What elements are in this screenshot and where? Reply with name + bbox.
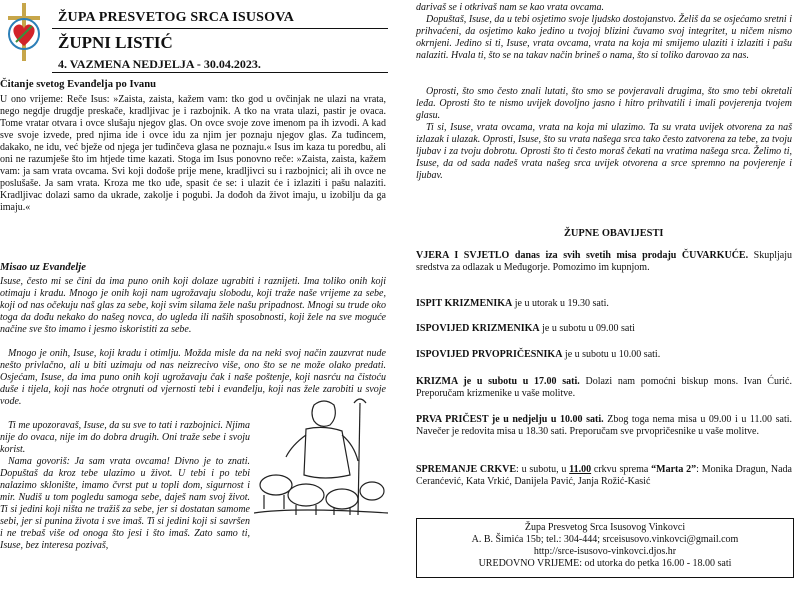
notice-ispovijed-prvopricesnika bbox=[416, 349, 792, 361]
notice-krizma bbox=[416, 376, 792, 401]
footer-website[interactable]: http://srce-isusovo-vinkovci.djos.hr bbox=[533, 546, 677, 557]
reflection-paragraph-4: Nama govoriš: Ja sam vrata ovcama! Divno je to znati. Dopuštaš da kroz tebe ulazimo u život. U tebi i po tebi nalazimo sklonište, imamo čvrst put u topli dom, sigurnost i mir. Nudiš u tom pogledu samoga sebe, daješ nam svoj život. Ti si jedini koji ništa ne tražiš za sebe, jer si dostatan samome sebi, jer si punina života i sve imaš. Ti si jedini koji si savršen i ne trebaš više od onoga što jesi i što imaš. Zato samo ti, Isuse, bez interesa pozivaš, bbox=[0, 456, 250, 551]
bulletin-title: ŽUPNI LISTIĆ bbox=[58, 33, 173, 52]
reflection-paragraph-3: Ti me upozoravaš, Isuse, da su sve to tati i razbojnici. Njima nije do ovaca, nije im do dobra drugih. Oni traže sebe i svoju korist. bbox=[0, 420, 250, 455]
header-divider-bottom bbox=[52, 72, 388, 73]
notice-6-bold: PRVA PRIČEST je u nedjelju u 10.00 sati. bbox=[416, 414, 604, 425]
notice-prva-pricest bbox=[416, 414, 792, 439]
good-shepherd-illustration bbox=[254, 395, 388, 517]
footer-office-hours: UREDOVNO VRIJEME: od utorka do petka 16.00 - 18.00 sati bbox=[478, 558, 732, 569]
notice-6-text: Zbog toga nema misa u 09.00 i u 11.00 sati. Navečer je redovita misa u 18.30 sati. Preporučam sve prvopričesnike u vaše molitve. bbox=[416, 414, 793, 438]
parish-logo-icon bbox=[2, 2, 46, 62]
reflection-title: Misao uz Evanđelje bbox=[0, 262, 86, 273]
notice-5-text: Dolazi nam pomoćni biskup mons. Ivan Ćurić. Preporučam krizmenike u vaše molitve. bbox=[416, 376, 792, 400]
notice-7-group: “Marta 2” bbox=[651, 464, 697, 475]
notice-2-text: je u utorak u 19.30 sati. bbox=[512, 298, 609, 309]
notice-1-text: Skupljaju sredstva za odlazak u Međugorje. Pomozimo im kupnjom. bbox=[416, 250, 792, 274]
footer-address: A. B. Šimića 15b; tel.: 304-444; srceisusovo.vinkovci@gmail.com bbox=[471, 534, 739, 545]
notices-title: ŽUPNE OBAVIJESTI bbox=[564, 228, 664, 239]
notice-3-text: je u subotu u 09.00 sati bbox=[539, 323, 635, 334]
header-divider bbox=[52, 28, 388, 29]
notice-7-text-b: crkvu sprema bbox=[591, 464, 652, 475]
notice-4-text: je u subotu u 10.00 sati. bbox=[562, 349, 661, 360]
notice-ispit-krizmenika bbox=[416, 298, 792, 310]
reflection-paragraph-2: Mnogo je onih, Isuse, koji kradu i otimlju. Možda misle da na neki svoj način zauzvrat nude nešto privlačno, ali u biti uzimaju od nas neizrecivo više, ono što se ne može olako predati. Osjećam, Isuse, da ima puno onih koji ugrožavaju čak i naše poštenje, koji nasrću na čistoću duše i tijela, koji nas hoće otrgnuti od vjernosti tebi i evanđelju, koji nas žele zarobiti u svoje vode. bbox=[0, 348, 386, 407]
notice-1-bold: VJERA I SVJETLO danas iza svih svetih misa prodaju ČUVARKUĆE. bbox=[416, 250, 749, 261]
reflection-paragraph-6: Oprosti, što smo često znali lutati, što smo se povjeravali drugima, što smo tebi okretali leđa. Oprosti što te nismo uvijek dovoljno jasno i hitro prihvatili i imali povjerenja tvojem glasu. bbox=[416, 86, 792, 121]
gospel-title: Čitanje svetog Evanđelja po Ivanu bbox=[0, 79, 156, 90]
reflection-paragraph-1: Isuse, često mi se čini da ima puno onih koji dolaze ugrabiti i raznijeti. Ima toliko onih koji otimaju i kradu. Mnogo je onih koji nam ugrožavaju slobodu, koji traže naše vrijeme za sebe, koji od nas očekuju naš glas za sebe, koji svim silama žele našu pripadnost. Mnogi su trude oko toga da dođu nekako do našeg novca, do ugleda ili naših sposobnosti, koji žele na sve moguće načine sve što imamo i jesmo iskoristiti za sebe. bbox=[0, 276, 386, 335]
notice-2-bold: ISPIT KRIZMENIKA bbox=[416, 298, 513, 309]
reflection-continued: darivaš se i otkrivaš nam se kao vrata ovcama. bbox=[416, 2, 605, 13]
reflection-paragraph-5: Dopuštaš, Isuse, da u tebi osjetimo svoje ljudsko dostojanstvo. Želiš da se osjećamo sretni i prihvaćeni, da osjetimo kako jedino u tvojoj blizini čuvamo svoj integritet, u ničem nismo okrnjeni. Jedino si ti, Isuse, vrata ovcama, vrata na koja mi smijemo ulaziti i izlaziti i pašu nalaziti. Hvala ti, što se na takav način brineš o nama, što si toliko darovao za nas. bbox=[416, 14, 792, 61]
gospel-text: U ono vrijeme: Reče Isus: »Zaista, zaista, kažem vam: tko god u ovčinjak ne ulazi na vrata, nego negdje drugdje preskače, kradljivac je i razbojnik. A tko na vrata ulazi, pastir je ovaca. Tome vratar otvara i ovce slušaju njegov glas. On ovce svoje zove imenom pa ih izvodi. A kad sve svoje izvede, pred njima ide i ovce idu za njim jer poznaju njegov glas. Za tuđincem, dakako, ne idu, već bježe od njega jer tuđinčeva glasa ne poznaju.« Isus im kaza tu poredbu, ali oni ne razumješe što im htjede time kazati. Stoga im Isus ponovno reče: »Zaista, zaista, kažem vam: ja sam vrata ovcama. Svi koji dođoše prije mene, kradljivci su i razbojnici; ali ih ovce ne poslušaše. Ja sam vrata. Kroza me tko uđe, spasit će se: i ulazit će i izlaziti i pašu nalaziti. Kradljivac dolazi samo da ukrade, zakolje i pogubi. Ja dođoh da život imaju, u izobilju da ga imaju.« bbox=[0, 94, 386, 213]
notice-ispovijed-krizmenika bbox=[416, 323, 792, 335]
reflection-paragraph-7: Ti si, Isuse, vrata ovcama, vrata na koja mi ulazimo. Ta su vrata uvijek otvorena za naš izlazak i ulazak. Oprosti, Isuse, što su vrata našega srca tako često zatvorena za tebe, za tvoju ljubav i za tvoju dobrotu. Oprosti što ti često moraš čekati na vratima našega srca. Želimo ti, Isuse, da od sada nađeš vrata našeg srca uvijek otvorena a srce spremno na povjerenje i ljubav. bbox=[416, 122, 792, 181]
notice-4-bold: ISPOVIJED PRVOPRIČESNIKA bbox=[416, 349, 563, 360]
notice-5-bold: KRIZMA je u subotu u 17.00 sati. bbox=[416, 376, 580, 387]
parish-name: ŽUPA PRESVETOG SRCA ISUSOVA bbox=[58, 10, 295, 25]
notice-vjera-i-svjetlo bbox=[416, 250, 792, 275]
notice-7-bold: SPREMANJE CRKVE bbox=[416, 464, 517, 475]
footer-parish-name: Župa Presvetog Srca Isusovog Vinkovci bbox=[524, 522, 686, 533]
notice-7-text-a: : u subotu, u bbox=[516, 464, 570, 475]
contact-footer bbox=[416, 518, 794, 578]
bulletin-date: 4. VAZMENA NEDJELJA - 30.04.2023. bbox=[58, 57, 261, 71]
notice-7-names: : Monika Dragun, Nada Ceranćević, Kata Vrkić, Danijela Pavić, Janja Rožić-Kasić bbox=[416, 464, 792, 488]
notice-spremanje-crkve bbox=[416, 464, 792, 489]
notice-7-time: 11.00 bbox=[569, 464, 592, 475]
notice-3-bold: ISPOVIJED KRIZMENIKA bbox=[416, 323, 540, 334]
